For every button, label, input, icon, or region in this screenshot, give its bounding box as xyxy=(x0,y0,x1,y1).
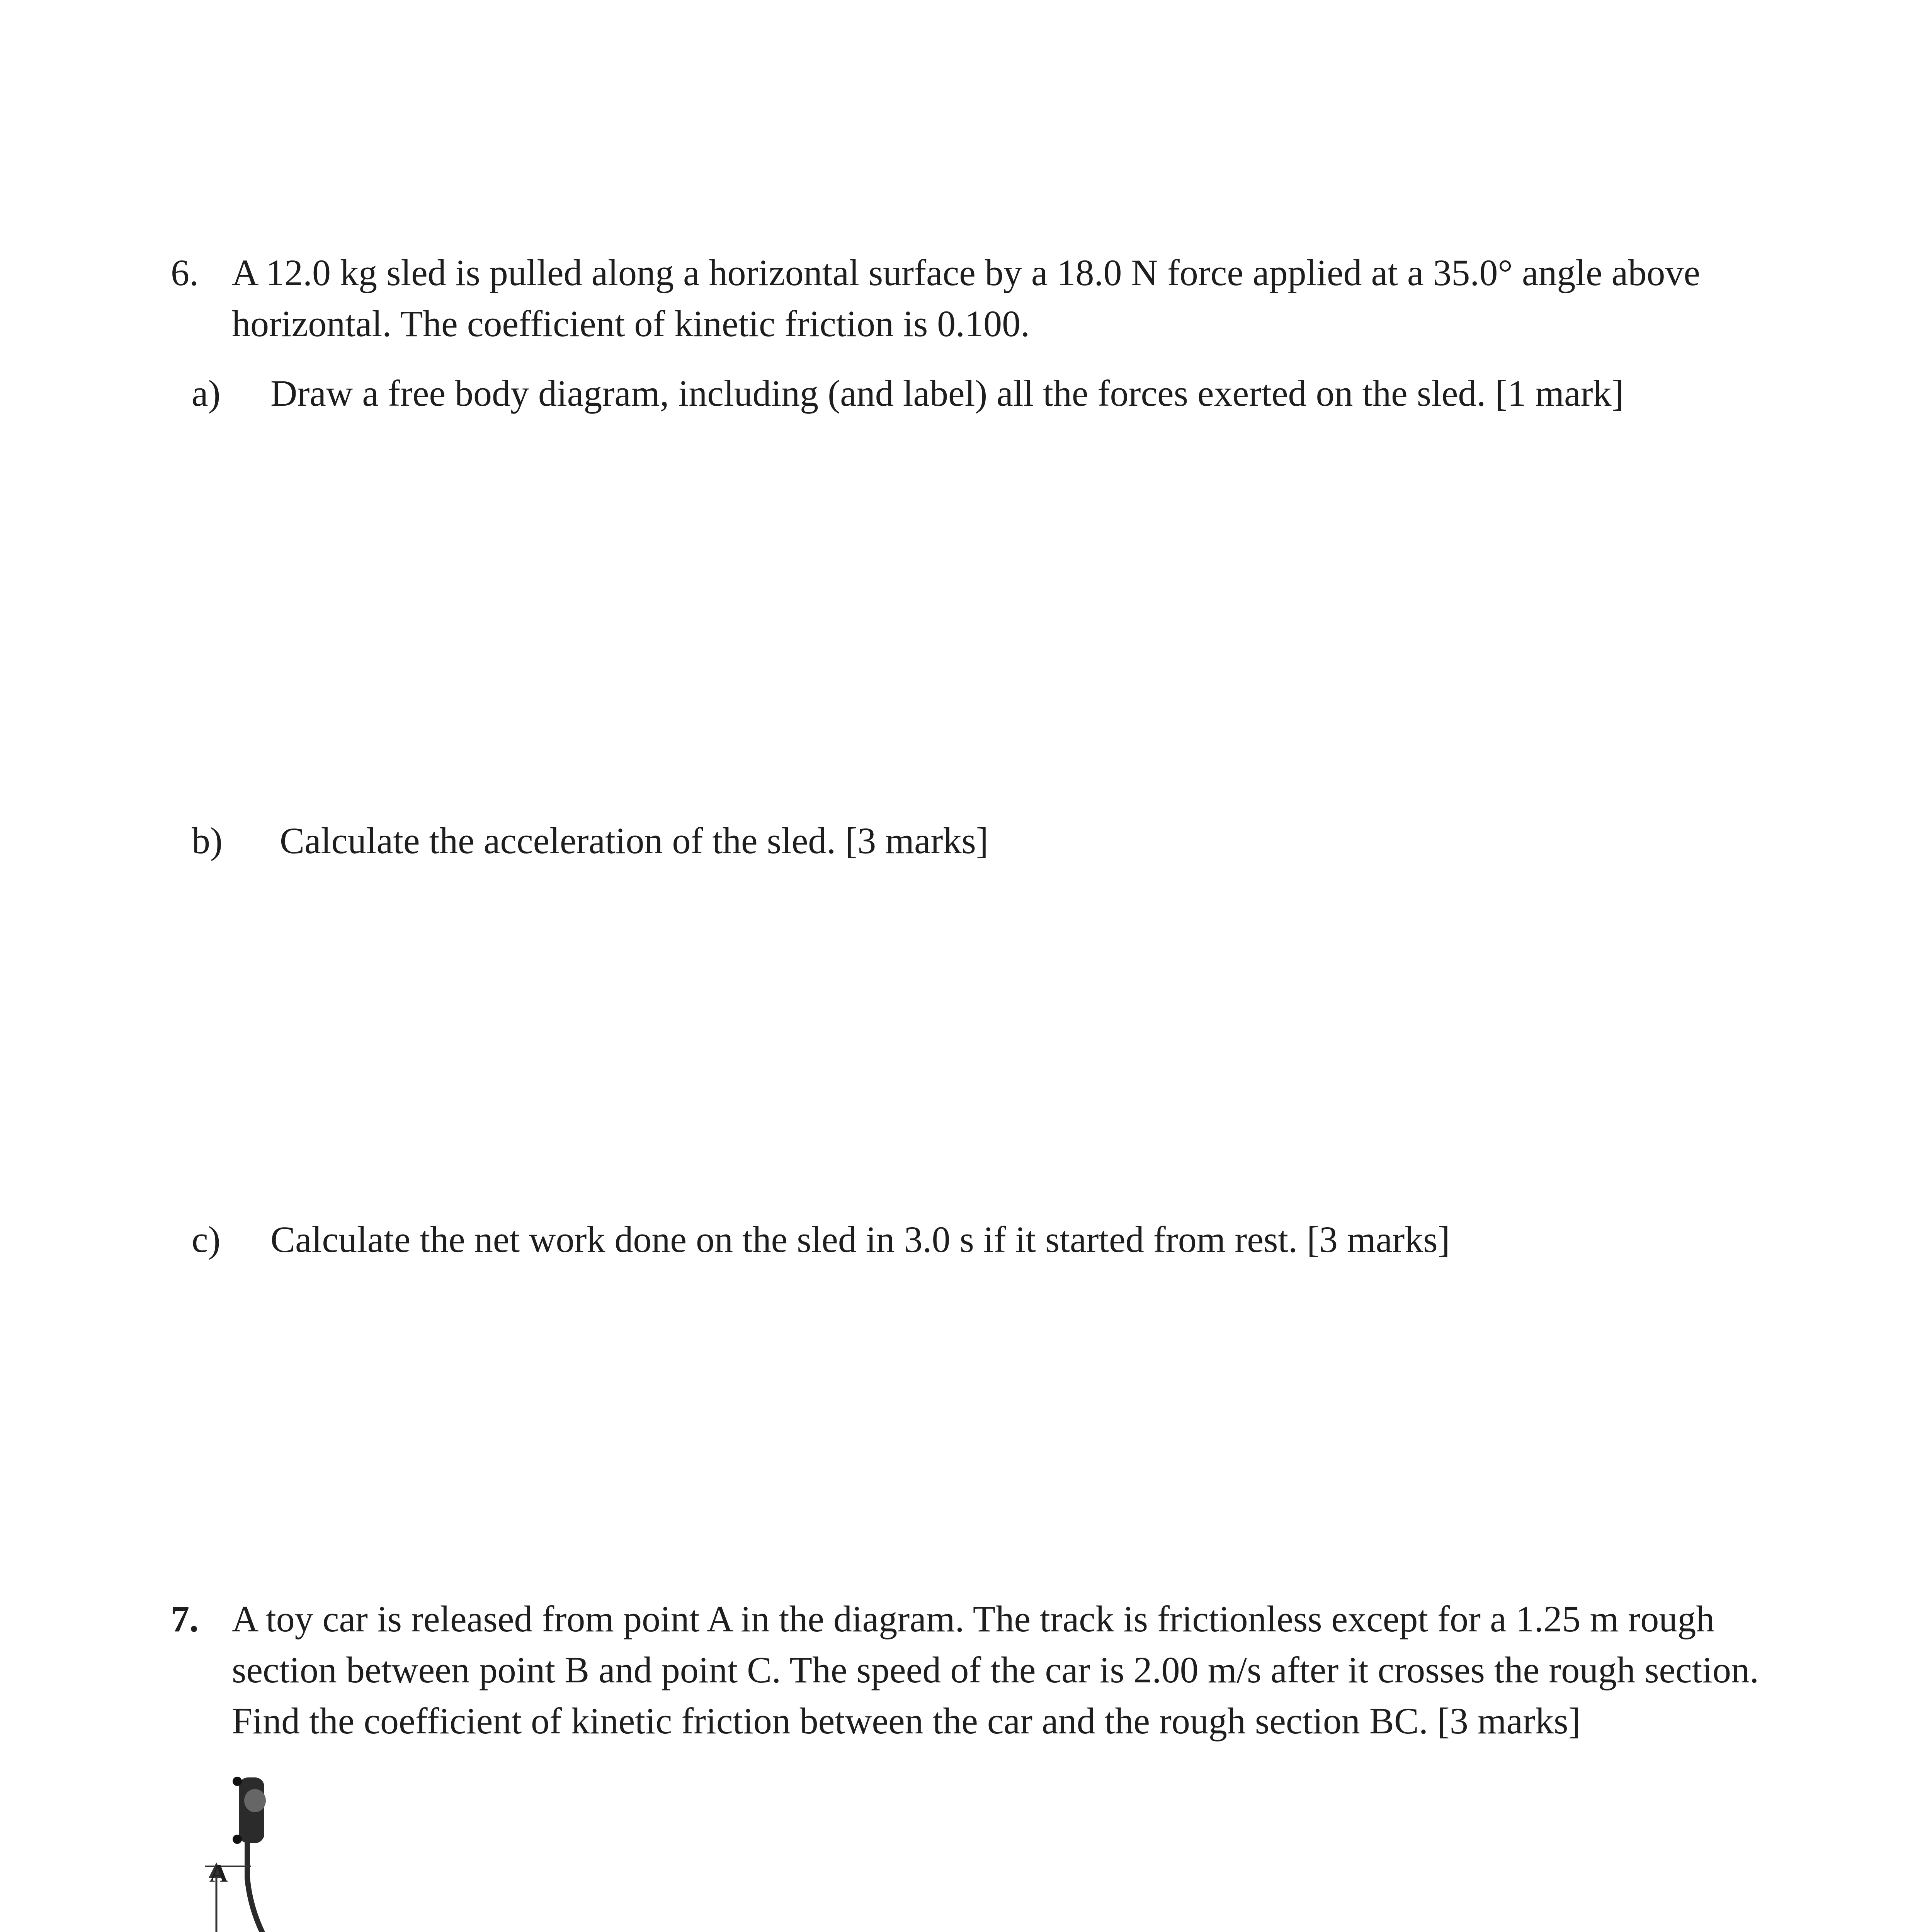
part-a-text: Draw a free body diagram, including (and label) all the forces exerted on the sled. [1 mark] xyxy=(270,372,1624,414)
question-6-line-1: A 12.0 kg sled is pulled along a horizontal surface by a 18.0 N force applied at a 35.0° angle above xyxy=(232,252,1700,293)
question-6-line-2: horizontal. The coefficient of kinetic friction is 0.100. xyxy=(232,303,1030,344)
part-a-label: a) xyxy=(192,372,221,414)
question-6-text xyxy=(232,247,1700,349)
question-7-line-1: A toy car is released from point A in the diagram. The track is frictionless except for a 1.25 m rough xyxy=(232,1598,1715,1639)
question-7-number: 7. xyxy=(171,1598,199,1639)
curved-ramp xyxy=(247,1793,475,1932)
question-6-number: 6. xyxy=(171,252,199,293)
toy-car-at-a xyxy=(233,1777,266,1844)
part-b-text: Calculate the acceleration of the sled. [3 marks] xyxy=(280,820,988,861)
label-a: A xyxy=(209,1859,228,1888)
part-b-label: b) xyxy=(192,820,223,861)
question-7-line-2: section between point B and point C. The speed of the car is 2.00 m/s after it crosses the rough section. xyxy=(232,1649,1759,1690)
part-c-label: c) xyxy=(192,1219,221,1260)
toy-car-track-diagram xyxy=(116,1762,811,1932)
question-7-text xyxy=(232,1594,1759,1747)
part-c-text: Calculate the net work done on the sled in 3.0 s if it started from rest. [3 marks] xyxy=(270,1219,1450,1260)
question-7-line-3: Find the coefficient of kinetic friction between the car and the rough section BC. [3 marks] xyxy=(232,1700,1581,1742)
